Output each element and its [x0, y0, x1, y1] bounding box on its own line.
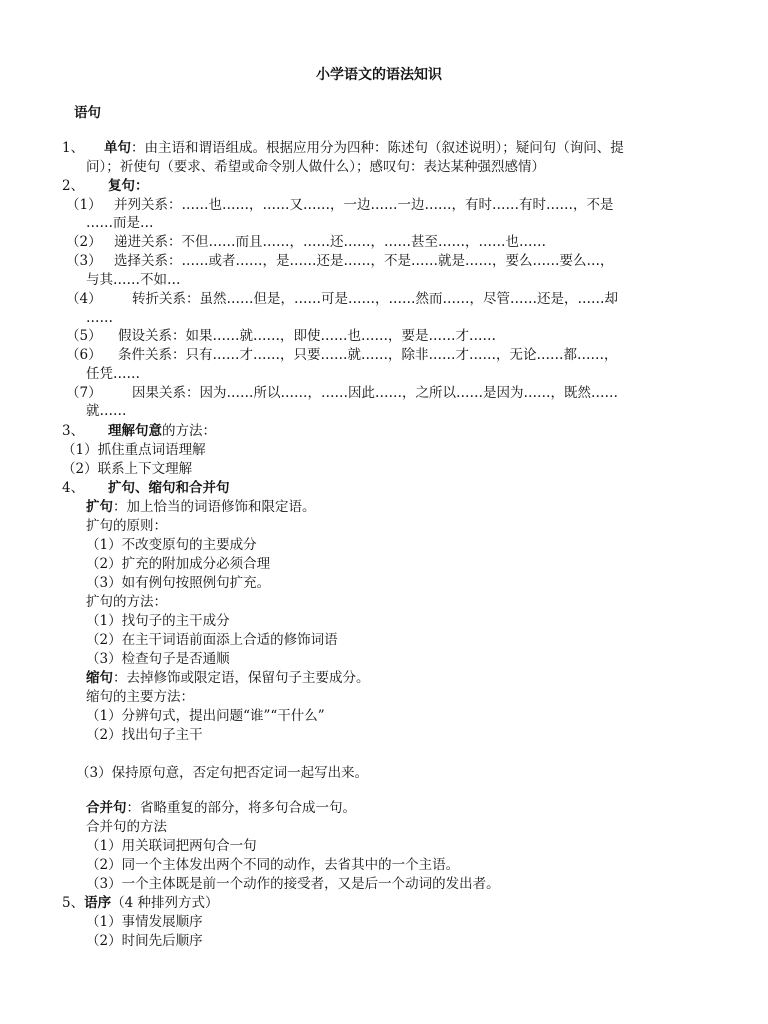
expand-term: 扩句 [86, 499, 113, 515]
item-3-method-2: （2）联系上下文理解 [62, 461, 193, 477]
item-1-line-2: 问）；祈使句（要求、希望或命令别人做什么）；感叹句：表达某种强烈感情） [86, 159, 545, 175]
section-heading: 语句 [74, 105, 101, 121]
shrink-method-1: （1）分辨句式，提出问题“谁”“干什么” [86, 708, 325, 724]
clause-type-7 [66, 384, 618, 403]
clause-type-7-continued: 就…… [86, 403, 127, 419]
expand-principles-label: 扩句的原则： [86, 518, 167, 534]
item-1-text: ：由主语和谓语组成。根据应用分为四种：陈述句（叙述说明）；疑问句（询问、提 [131, 140, 624, 156]
merge-term: 合并句 [86, 800, 127, 816]
expand-definition [86, 498, 316, 517]
clause-type-2 [66, 233, 546, 252]
item-4-title: 扩句、缩句和合并句 [108, 480, 230, 496]
item-5-term: 语序 [84, 895, 112, 911]
expand-method-2: （2）在主干词语前面添上合适的修饰词语 [86, 632, 338, 648]
clause-type-4-continued: …… [86, 310, 113, 326]
expand-principle-3: （3）如有例句按照例句扩充。 [86, 575, 271, 591]
clause-type-number: （4） [66, 291, 102, 307]
item-2-number: 2、 [62, 178, 85, 194]
merge-method-2: （2）同一个主体发出两个不同的动作，去省其中的一个主语。 [86, 857, 460, 873]
item-5-suffix: （4 种排列方式） [111, 895, 219, 911]
expand-methods-label: 扩句的方法： [86, 594, 167, 610]
clause-type-number: （5） [66, 328, 102, 344]
clause-type-text: 假设关系：如果……就……，即使……也……，要是……才…… [118, 328, 496, 344]
order-1: （1）事情发展顺序 [86, 914, 203, 930]
clause-type-text: 并列关系：……也……，……又……，一边……一边……，有时……有时……，不是 [114, 197, 614, 213]
clause-type-1-continued: ……而是… [86, 215, 154, 231]
item-2-heading [62, 177, 149, 196]
clause-type-5 [66, 327, 496, 346]
expand-method-1: （1）找句子的主干成分 [86, 613, 230, 629]
clause-type-4 [66, 290, 618, 309]
shrink-definition [86, 669, 370, 688]
clause-type-6-continued: 任凭…… [86, 366, 140, 382]
item-3-heading [62, 422, 216, 441]
clause-type-text: 条件关系：只有……才……，只要……就……，除非……才……，无论……都……， [118, 347, 618, 363]
merge-definition [86, 799, 356, 818]
item-5-heading [62, 894, 218, 913]
expand-principle-2: （2）扩充的附加成分必须合理 [86, 556, 271, 572]
item-4-number: 4、 [62, 480, 85, 496]
shrink-term: 缩句 [86, 670, 113, 686]
expand-principle-1: （1）不改变原句的主要成分 [86, 537, 257, 553]
item-1-number: 1、 [62, 140, 85, 156]
item-5-number: 5、 [62, 895, 85, 911]
item-1-term: 单句 [104, 140, 131, 156]
expand-method-3: （3）检查句子是否通顺 [86, 651, 230, 667]
clause-type-number: （3） [66, 253, 102, 269]
clause-type-number: （2） [66, 234, 102, 250]
clause-type-1 [66, 196, 614, 215]
clause-type-text: 因果关系：因为……所以……，……因此……，之所以……是因为……，既然…… [132, 385, 618, 401]
clause-type-text: 选择关系：……或者……，是……还是……，不是……就是……，要么……要么…， [114, 253, 614, 269]
clause-type-text: 转折关系：虽然……但是，……可是……，……然而……，尽管……还是，……却 [132, 291, 618, 307]
item-3-method-1: （1）抓住重点词语理解 [62, 442, 206, 458]
page-title: 小学语文的语法知识 [316, 67, 442, 83]
shrink-method-3: （3）保持原句意，否定句把否定词一起写出来。 [76, 765, 369, 781]
item-1-line-1 [62, 139, 624, 158]
shrink-method-2: （2）找出句子主干 [86, 727, 203, 743]
clause-type-3-continued: 与其……不如… [86, 272, 181, 288]
item-2-colon: ： [135, 178, 149, 194]
item-3-number: 3、 [62, 423, 85, 439]
order-2: （2）时间先后顺序 [86, 933, 203, 949]
merge-method-1: （1）用关联词把两句合一句 [86, 838, 257, 854]
expand-def: ：加上恰当的词语修饰和限定语。 [113, 499, 316, 515]
item-3-term: 理解句意 [108, 423, 162, 439]
merge-method-3: （3）一个主体既是前一个动作的接受者，又是后一个动词的发出者。 [86, 876, 500, 892]
clause-type-number: （6） [66, 347, 102, 363]
clause-type-6 [66, 346, 618, 365]
clause-type-number: （1） [66, 197, 102, 213]
item-3-suffix: 的方法： [162, 423, 216, 439]
merge-def: ：省略重复的部分，将多句合成一句。 [126, 800, 356, 816]
clause-type-3 [66, 252, 614, 271]
clause-type-number: （7） [66, 385, 102, 401]
merge-methods-label: 合并句的方法 [86, 819, 167, 835]
item-2-term: 复句 [108, 178, 135, 194]
item-4-heading [62, 479, 230, 498]
shrink-def: ：去掉修饰或限定语，保留句子主要成分。 [113, 670, 370, 686]
shrink-methods-label: 缩句的主要方法： [86, 689, 194, 705]
clause-type-text: 递进关系：不但……而且……，……还……，……甚至……，……也…… [114, 234, 546, 250]
